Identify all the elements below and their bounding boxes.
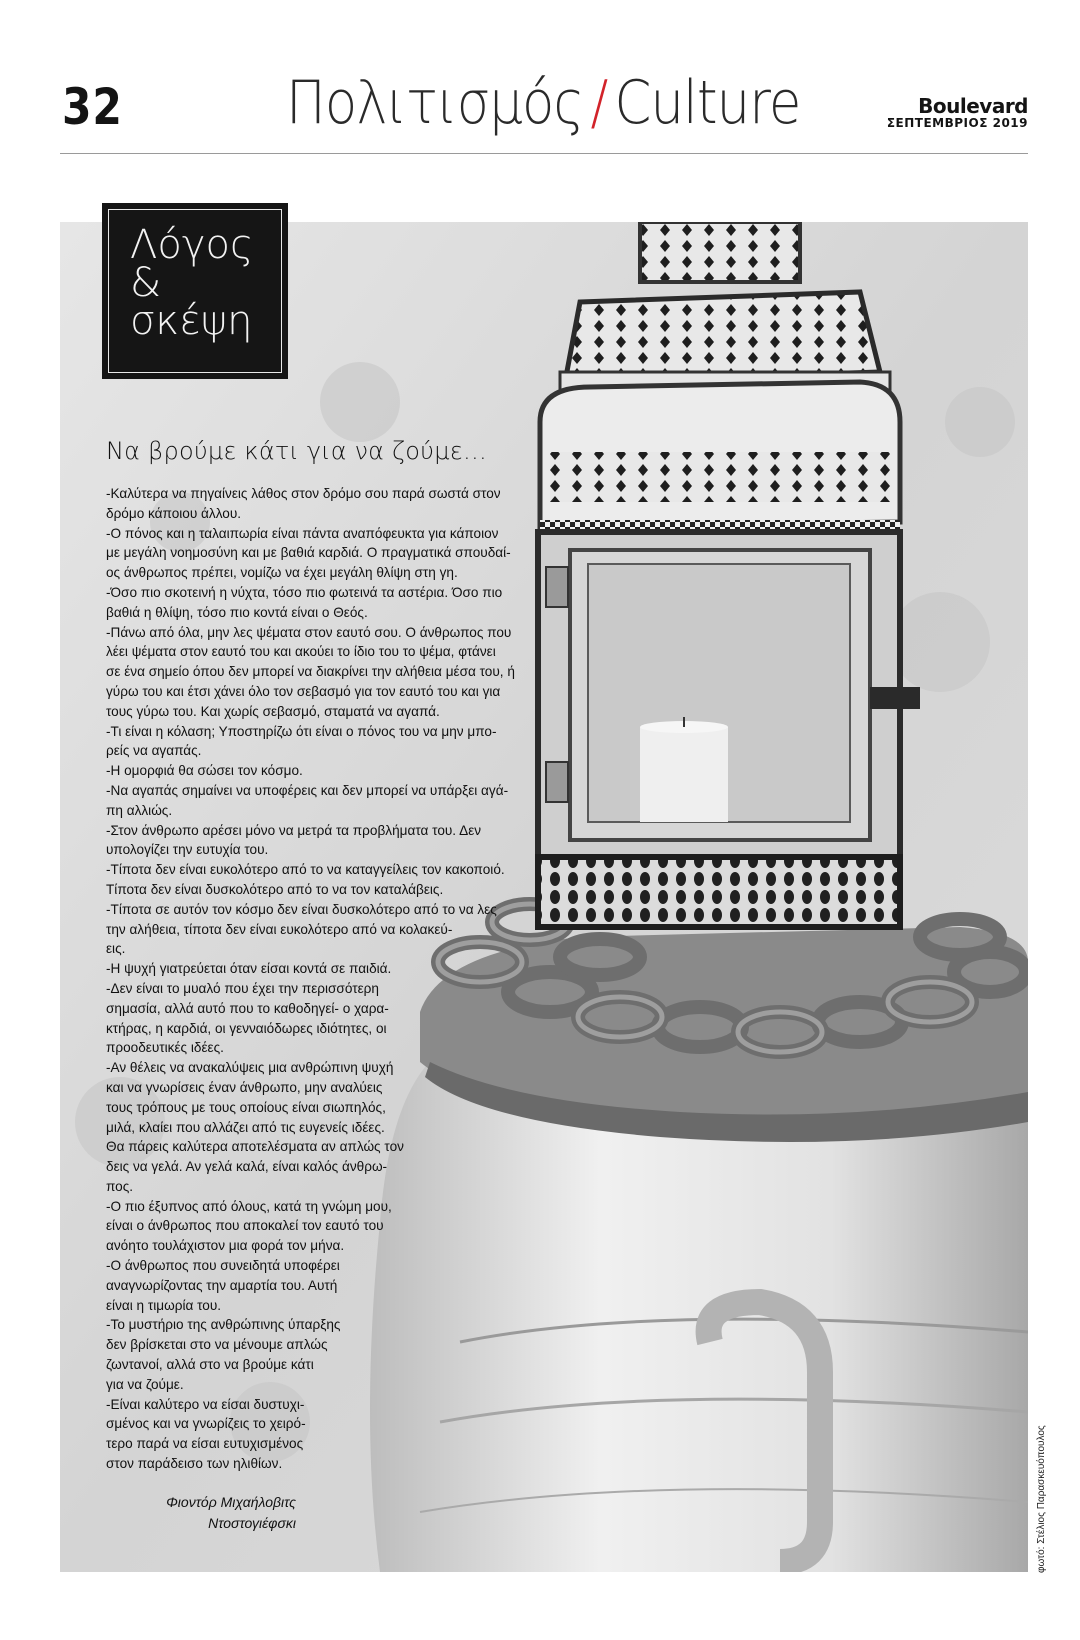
author-last-name: Ντοστογιέφσκι: [208, 1515, 296, 1531]
header-divider: [60, 153, 1028, 154]
article-line: ρείς να αγαπάς.: [106, 743, 202, 759]
article-author: [106, 1492, 296, 1534]
article-line: δρόμο κάποιου άλλου.: [106, 505, 242, 521]
article-line: -Δεν είναι το μυαλό που έχει την περισσότερη: [106, 980, 379, 996]
article-line: σε ένα σημείο όπου δεν μπορεί να διακρίνει την αλήθεια μέσα του, ή: [106, 664, 515, 680]
article-line: βαθιά η θλίψη, τόσο πιο κοντά είναι ο Θεός.: [106, 604, 368, 620]
column-logo-line3: σκέψη: [130, 298, 253, 344]
article-line: -Καλύτερα να πηγαίνεις λάθος στον δρόμο σου παρά σωστά στον: [106, 486, 501, 501]
issue-date: ΣΕΠΤΕΜΒΡΙΟΣ 2019: [886, 116, 1028, 130]
article-line: -Τίποτα δεν είναι ευκολότερο από το να καταγγείλεις τον κακοποιό.: [106, 862, 505, 878]
article-line: -Η ψυχή γιατρεύεται όταν είσαι κοντά σε παιδιά.: [106, 961, 392, 977]
article-line: πος.: [106, 1178, 134, 1194]
article-line: λέει ψέματα στον εαυτό του και ακούει το ίδιο του το ψέμα, φτάνει: [106, 644, 496, 660]
article-line: αναγνωρίζοντας την αμαρτία του. Αυτή: [106, 1277, 338, 1293]
article-line: υπολογίζει την ευτυχία του.: [106, 842, 269, 858]
article-line: γύρω του και έτσι χάνει όλο τον σεβασμό για τον εαυτό του και για: [106, 683, 501, 699]
article-line: -Το μυστήριο της ανθρώπινης ύπαρξης: [106, 1317, 341, 1333]
article-line: για να ζούμε.: [106, 1376, 184, 1392]
page-number: 32: [62, 78, 123, 136]
article-line: κτήρας, η καρδιά, οι γενναιόδωρες ιδιότητες, οι: [106, 1020, 387, 1036]
article-line: σημασία, αλλά αυτό που το καθοδηγεί- ο χαρα-: [106, 1000, 389, 1016]
page-header: [0, 0, 1080, 160]
article-line: με μεγάλη νοημοσύνη και με βαθιά καρδιά. Ο πραγματικά σπουδαί-: [106, 545, 511, 561]
section-title-greek: Πολιτισμός: [286, 68, 584, 138]
article-line: ανόητο τουλάχιστον μια φορά τον μήνα.: [106, 1238, 345, 1254]
article-line: -Πάνω από όλα, μην λες ψέματα στον εαυτό σου. Ο άνθρωπος που: [106, 624, 512, 640]
photo-credit: φωτό: Στέλιος Παρασκευόπουλος: [1036, 1425, 1047, 1573]
article-line: -Τίποτα σε αυτόν τον κόσμο δεν είναι δυσκολότερο από το να λες: [106, 901, 497, 917]
section-separator: /: [590, 68, 608, 138]
article-line: την αλήθεια, τίποτα δεν είναι ευκολότερο από να κολακεύ-: [106, 921, 453, 937]
article-line: δεις να γελά. Αν γελά καλά, είναι καλός άνθρω-: [106, 1159, 388, 1175]
publication-name: Boulevard: [918, 94, 1028, 118]
article-line: -Ο πόνος και η ταλαιπωρία είναι πάντα αναπόφευκτα για κάποιον: [106, 525, 499, 541]
section-title: [286, 68, 801, 138]
article-body: [106, 484, 515, 1474]
article-line: -Στον άνθρωπο αρέσει μόνο να μετρά τα προβλήματα του. Δεν: [106, 822, 482, 838]
article-line: τερο παρά να είσαι ευτυχισμένος: [106, 1436, 304, 1452]
article-line: -Αν θέλεις να ανακαλύψεις μια ανθρώπινη ψυχή: [106, 1060, 394, 1076]
article-line: -Τι είναι η κόλαση; Υποστηρίζω ότι είναι ο πόνος του να μην μπο-: [106, 723, 497, 739]
article-line: πη αλλιώς.: [106, 802, 173, 818]
article-line: -Ο πιο έξυπνος από όλους, κατά τη γνώμη μου,: [106, 1198, 392, 1214]
article-line: -Όσο πιο σκοτεινή η νύχτα, τόσο πιο φωτεινά τα αστέρια. Όσο πιο: [106, 584, 503, 600]
article-line: μιλά, κλαίει που αλλάζει από τις ευγενείς ιδέες.: [106, 1119, 385, 1135]
column-logo: [102, 203, 288, 379]
article-line: ζωντανοί, αλλά στο να βρούμε κάτι: [106, 1357, 314, 1373]
article-line: και να γνωρίσεις έναν άνθρωπο, μην αναλύεις: [106, 1079, 383, 1095]
article-line: προοδευτικές ιδέες.: [106, 1040, 224, 1056]
article-line: στον παράδεισο των ηλιθίων.: [106, 1456, 283, 1472]
article-line: είναι η τιμωρία του.: [106, 1297, 222, 1313]
column-logo-line1: Λόγος: [130, 222, 254, 268]
article-line: -Η ομορφιά θα σώσει τον κόσμο.: [106, 763, 303, 779]
column-logo-ampersand: &: [130, 260, 162, 306]
article-title: Να βρούμε κάτι για να ζούμε…: [106, 437, 488, 465]
article-line: τους γύρω του. Και χωρίς σεβασμό, σταματά να αγαπά.: [106, 703, 440, 719]
article-line: -Να αγαπάς σημαίνει να υποφέρεις και δεν μπορεί να υπάρξει αγά-: [106, 782, 509, 798]
article-line: εις.: [106, 941, 126, 957]
publication-masthead: [887, 94, 1028, 130]
article-line: Θα πάρεις καλύτερα αποτελέσματα αν απλώς τον: [106, 1139, 404, 1155]
article-line: -Ο άνθρωπος που συνειδητά υποφέρει: [106, 1258, 340, 1274]
section-title-english: Culture: [614, 68, 801, 138]
article-line: είναι ο άνθρωπος που αποκαλεί τον εαυτό του: [106, 1218, 384, 1234]
article-line: -Είναι καλύτερο να είσαι δυστυχι-: [106, 1396, 305, 1412]
article-line: τους τρόπους με τους οποίους είναι σιωπηλός,: [106, 1099, 386, 1115]
article-line: σμένος και να γνωρίζεις το χειρό-: [106, 1416, 306, 1432]
article-line: Τίποτα δεν είναι δυσκολότερο από το να τον καταλάβεις.: [106, 881, 444, 897]
author-first-name: Φιοντόρ Μιχαήλοβιτς: [166, 1494, 296, 1510]
article-line: ος άνθρωπος πρέπει, νομίζω να έχει μεγάλη θλίψη στη γη.: [106, 565, 458, 581]
article-line: δεν βρίσκεται στο να μένουμε απλώς: [106, 1337, 328, 1353]
